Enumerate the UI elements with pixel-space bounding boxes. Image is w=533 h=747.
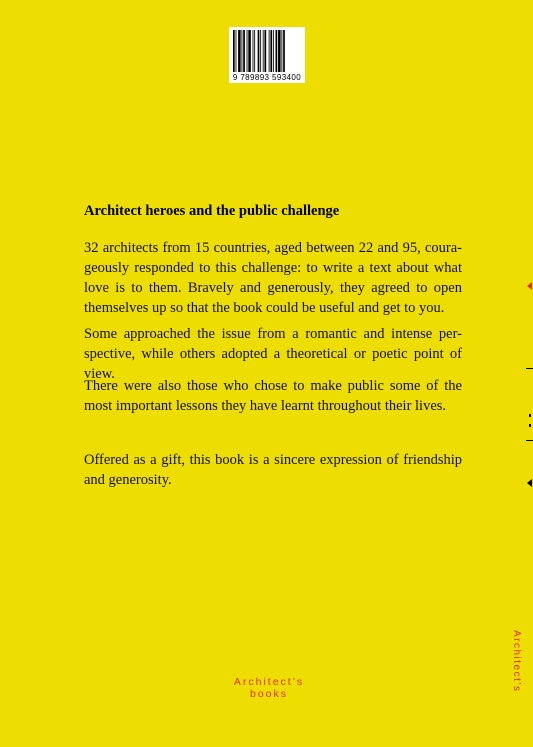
barcode-bar xyxy=(243,30,245,72)
barcode-bar xyxy=(248,30,251,72)
paragraph-lessons: There were also those who chose to make public some of the most important lessons they have learnt throughout their lives. xyxy=(84,378,462,414)
barcode xyxy=(229,27,305,83)
spine-black-triangle-mark xyxy=(527,479,532,487)
spine-dot-mark xyxy=(529,414,531,417)
barcode-bar xyxy=(260,30,261,72)
barcode-bars xyxy=(233,30,301,72)
spine-red-triangle-mark xyxy=(527,282,532,290)
paragraph-intro: 32 architects from 15 countries, aged between 22 and 95, coura-geously responded to this challenge: to write a text about what love is to them. Bravely and generously, they agreed to open themselves up so that the book could be useful and get to you. xyxy=(84,240,462,316)
paragraph-gift: Offered as a gift, this book is a sincere expression of friendship and generosity. xyxy=(84,452,462,488)
paragraph-approaches: Some approached the issue from a romantic and intense per-spective, while others adopted a theoretical or poetic point of view. xyxy=(84,326,462,382)
barcode-bar xyxy=(263,30,264,72)
barcode-bar xyxy=(238,30,241,72)
barcode-bar xyxy=(253,30,254,72)
spine-publisher-text: Architect’s xyxy=(511,630,522,693)
barcode-bar xyxy=(278,30,281,72)
barcode-bar xyxy=(236,30,237,72)
back-cover-title: Architect heroes and the public challenge xyxy=(84,203,340,219)
barcode-bar xyxy=(258,30,260,72)
spine-dot-mark xyxy=(529,424,531,427)
publisher-logo xyxy=(214,676,324,700)
barcode-bar xyxy=(269,30,270,72)
barcode-bar xyxy=(270,30,272,72)
barcode-bar xyxy=(233,30,235,72)
spine-tick-mark xyxy=(526,368,533,369)
barcode-bar xyxy=(273,30,274,72)
barcode-number: 9 789893 593400 xyxy=(232,73,302,82)
publisher-logo-line2: books xyxy=(249,688,289,700)
barcode-bar xyxy=(281,30,282,72)
barcode-bar xyxy=(283,30,285,72)
spine-tick-mark xyxy=(526,440,533,441)
barcode-bar xyxy=(254,30,255,72)
publisher-logo-line1: Architect’s xyxy=(233,676,305,688)
barcode-bar xyxy=(247,30,248,72)
barcode-bar xyxy=(242,30,243,72)
barcode-bar xyxy=(264,30,266,72)
barcode-bar xyxy=(276,30,278,72)
